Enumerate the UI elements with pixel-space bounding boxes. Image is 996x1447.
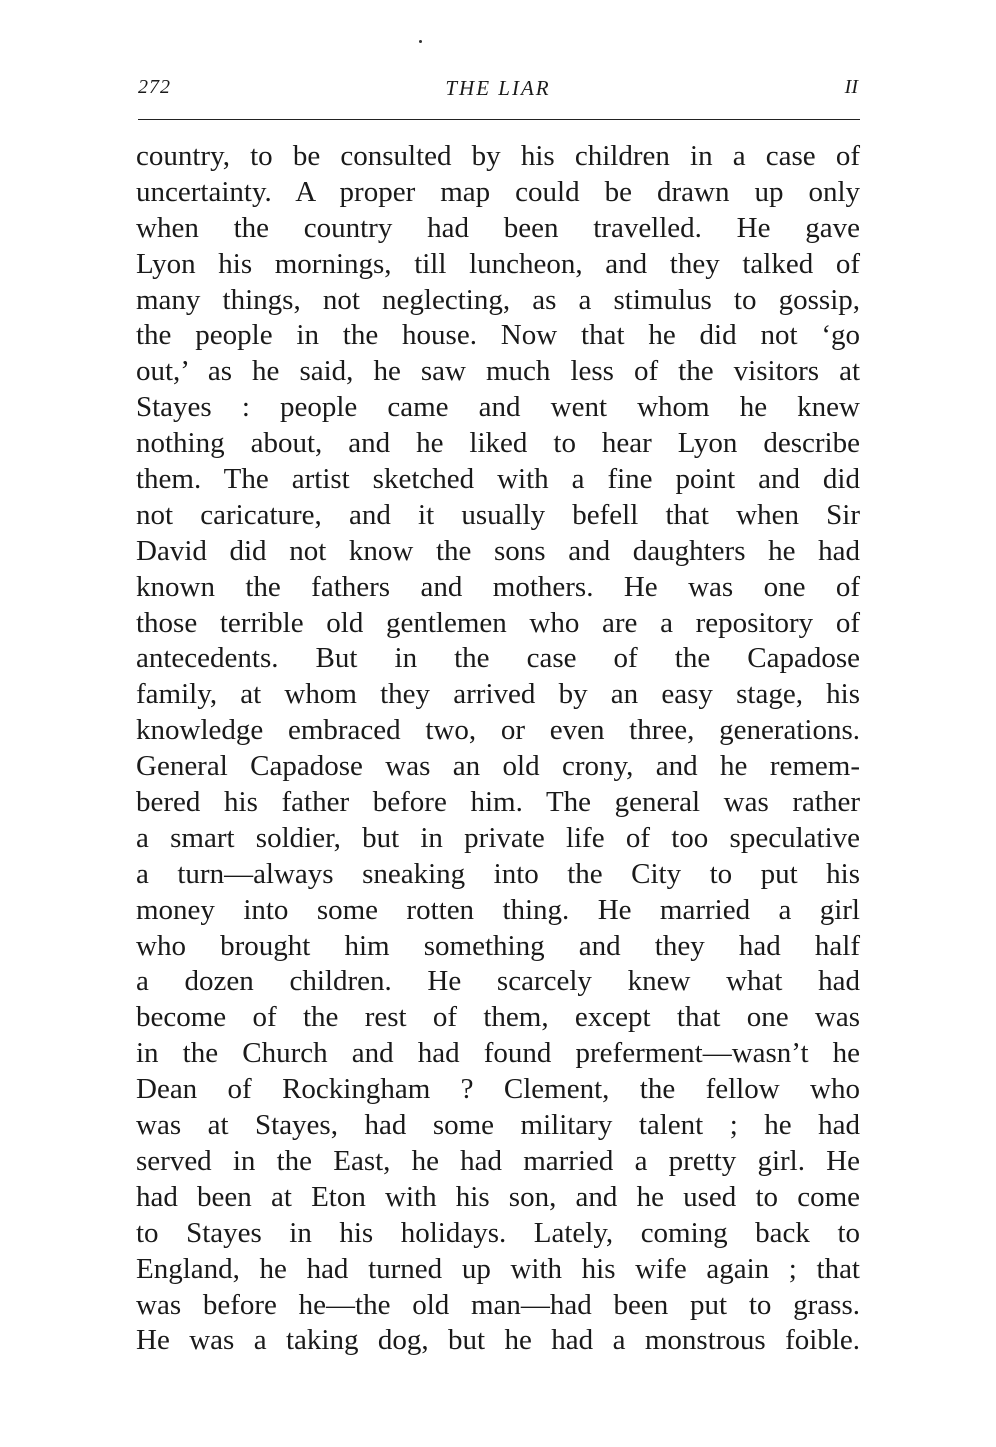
text-line: a smart soldier, but in private life of too speculative <box>136 821 860 854</box>
text-line: David did not know the sons and daughters he had <box>136 534 860 567</box>
text-line: was at Stayes, had some military talent ; he had <box>136 1109 860 1142</box>
text-line: not caricature, and it usually befell that when Sir <box>136 498 860 531</box>
text-line: a dozen children. He scarcely knew what had <box>136 965 860 998</box>
text-line: the people in the house. Now that he did not ‘go <box>136 319 860 352</box>
text-line: England, he had turned up with his wife again ; that <box>136 1252 860 1285</box>
text-line: served in the East, he had married a pretty girl. He <box>136 1144 860 1177</box>
text-line: General Capadose was an old crony, and he remem- <box>136 750 860 783</box>
text-line: antecedents. But in the case of the Capadose <box>136 642 860 675</box>
text-line: country, to be consulted by his children in a case of <box>136 140 860 172</box>
text-line: had been at Eton with his son, and he used to come <box>136 1180 860 1213</box>
page-number: 272 <box>138 76 171 98</box>
text-line: Stayes : people came and went whom he knew <box>136 391 860 424</box>
text-line: known the fathers and mothers. He was one of <box>136 570 860 603</box>
text-line: He was a taking dog, but he had a monstrous foible. <box>136 1324 860 1357</box>
text-line: who brought him something and they had half <box>136 929 860 962</box>
running-title: THE LIAR <box>445 76 551 100</box>
chapter-number: II <box>844 76 858 98</box>
text-line: those terrible old gentlemen who are a repository of <box>136 606 860 639</box>
running-head <box>138 76 858 106</box>
text-line: uncertainty. A proper map could be drawn up only <box>136 175 860 208</box>
text-line: nothing about, and he liked to hear Lyon describe <box>136 427 860 460</box>
text-line: Lyon his mornings, till luncheon, and they talked of <box>136 247 860 280</box>
text-line: bered his father before him. The general was rather <box>136 786 860 819</box>
text-line: them. The artist sketched with a fine point and did <box>136 463 860 496</box>
text-line: knowledge embraced two, or even three, generations. <box>136 714 860 747</box>
print-speck <box>419 40 422 43</box>
header-rule <box>138 119 860 120</box>
text-line: out,’ as he said, he saw much less of the visitors at <box>136 355 860 388</box>
text-line: many things, not neglecting, as a stimulus to gossip, <box>136 283 860 316</box>
text-line: a turn—always sneaking into the City to put his <box>136 857 860 890</box>
text-line: when the country had been travelled. He gave <box>136 211 860 244</box>
text-line: was before he—the old man—had been put to grass. <box>136 1288 860 1321</box>
text-line: in the Church and had found preferment—wasn’t he <box>136 1037 860 1070</box>
text-line: become of the rest of them, except that one was <box>136 1001 860 1034</box>
text-line: money into some rotten thing. He married a girl <box>136 893 860 926</box>
text-line: family, at whom they arrived by an easy stage, his <box>136 678 860 711</box>
text-line: Dean of Rockingham ? Clement, the fellow who <box>136 1073 860 1106</box>
body-text <box>136 139 860 1359</box>
text-line: to Stayes in his holidays. Lately, coming back to <box>136 1216 860 1249</box>
